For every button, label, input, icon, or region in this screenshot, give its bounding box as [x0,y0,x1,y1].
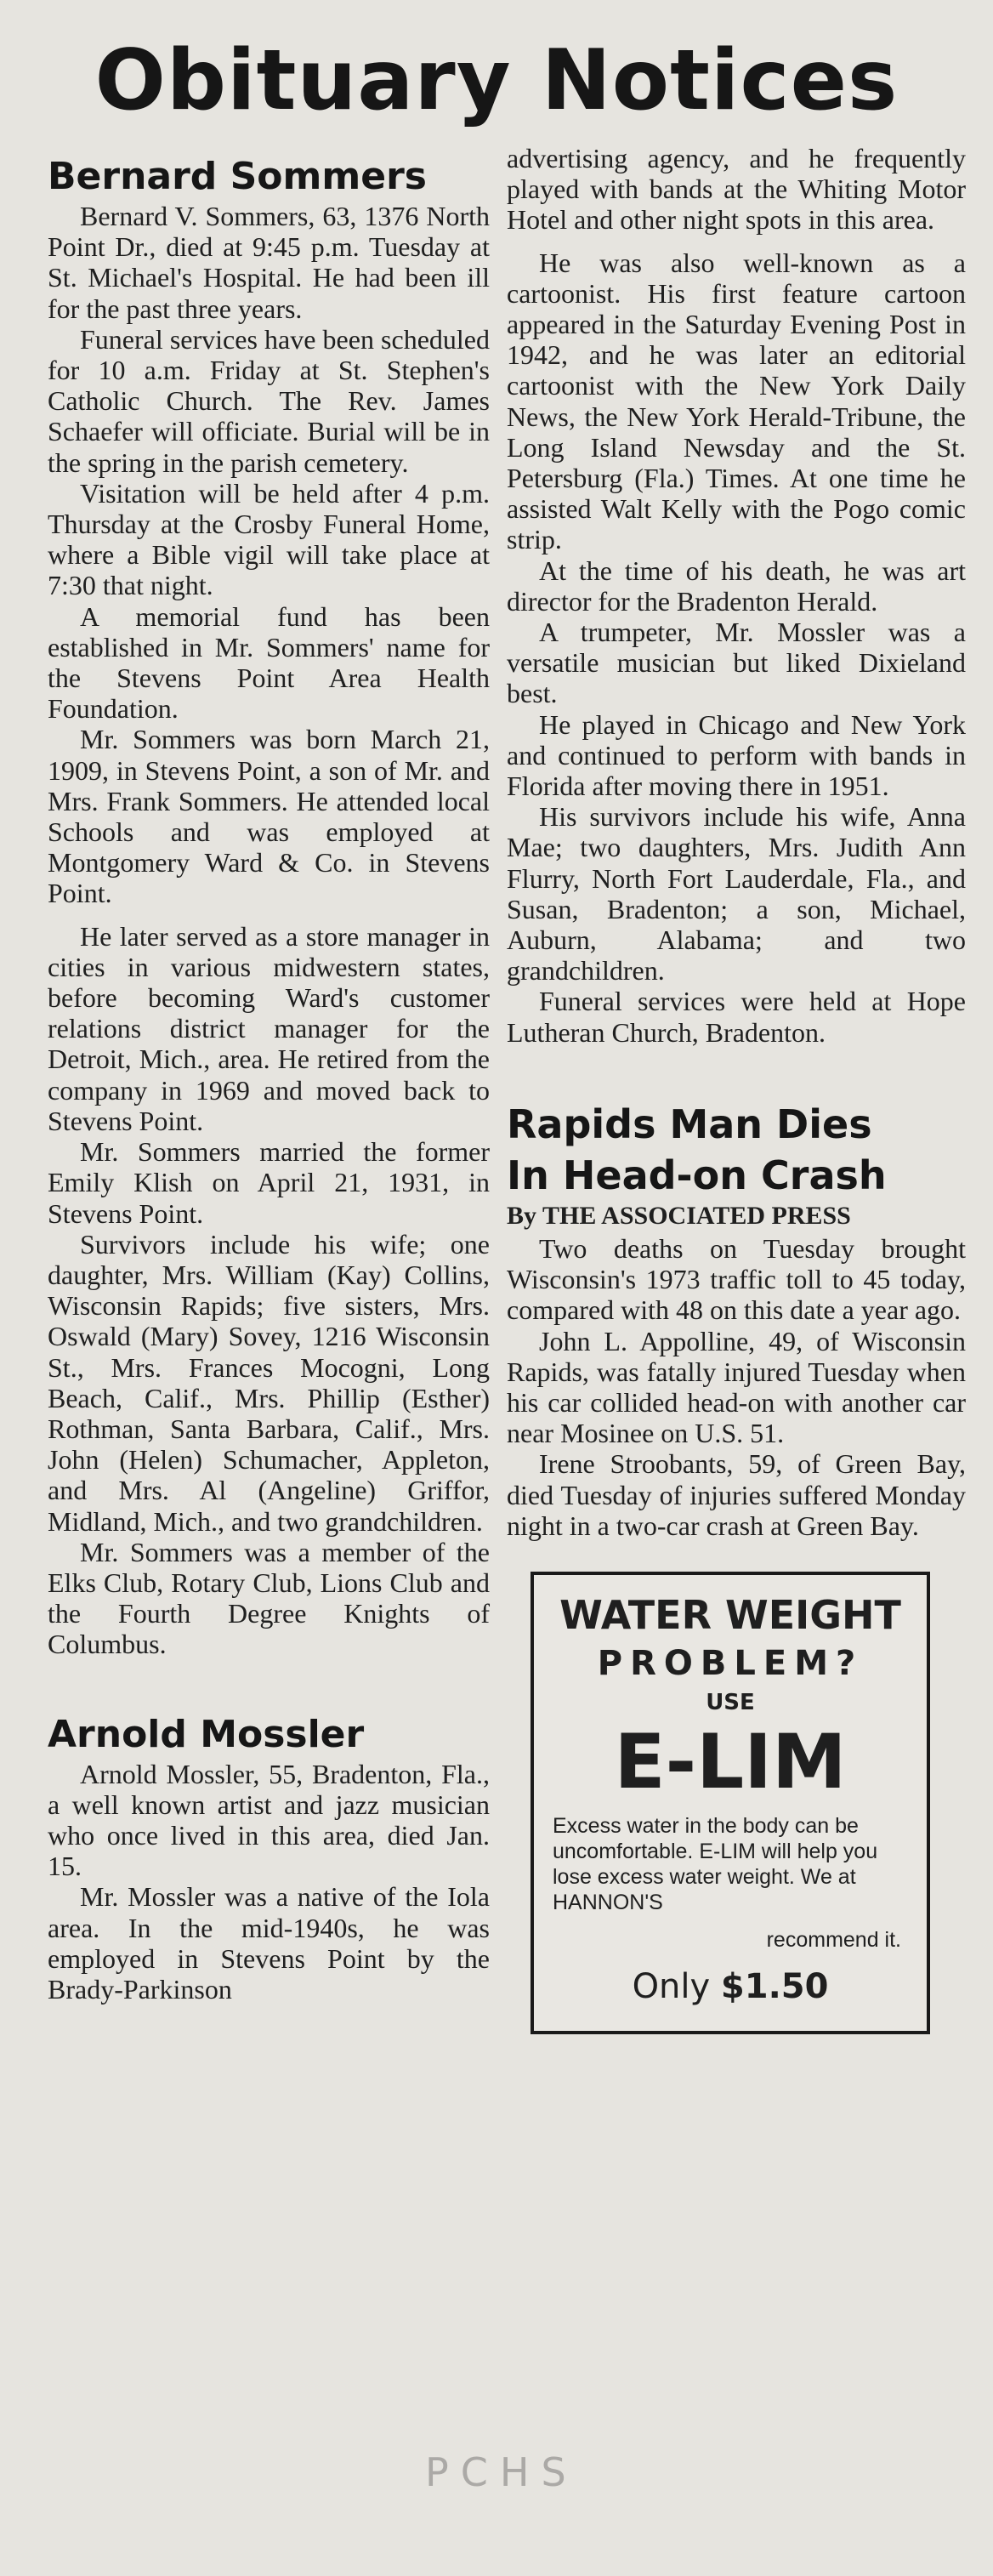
mossler-paragraph: He played in Chicago and New York and continued to perform with bands in Florida after moving there in 1951. [507,708,966,802]
ad-product-name: E-LIM [614,1717,847,1805]
obituary-mossler-start [48,1711,490,2005]
page-title: Obituary Notices [94,32,899,129]
ad-price-prefix: Only [632,1966,711,2006]
sommers-paragraph: Visitation will be held after 4 p.m. Thursday at the Crosby Funeral Home, where a Bible vigil will take place at 7:30 that night. [48,477,490,601]
spacer [48,909,490,921]
mossler-paragraph: advertising agency, and he frequently played with bands at the Whiting Motor Hotel and other night spots in this area. [507,143,966,236]
ad-subheadline: PROBLEM? [597,1643,864,1683]
obituary-sommers [48,153,490,1660]
rapids-headline-line1: Rapids Man Dies [507,1100,872,1147]
story-rapids-crash [507,1099,966,1541]
obituary-mossler-continued [507,143,966,1048]
ad-headline: WATER WEIGHT [559,1591,901,1638]
sommers-paragraph: Mr. Sommers was born March 21, 1909, in Stevens Point, a son of Mr. and Mrs. Frank Sommers. He attended local Schools and was employed at Montgomery Ward & Co. in Stevens Point. [48,724,490,909]
ad-use-label: USE [706,1689,755,1715]
sommers-paragraph: He later served as a store manager in cities in various midwestern states, before becoming Ward's customer relations district manager for the Detroit, Mich., area. He retired from the company in 1969 and moved back to Stevens Point. [48,920,490,1136]
ad-price-line [553,1965,908,2009]
spacer [507,1048,966,1099]
ad-price: $1.50 [720,1966,829,2006]
rapids-paragraph: Two deaths on Tuesday brought Wisconsin's 1973 traffic toll to 45 today, compared with 48 on this date a year ago. [507,1232,966,1326]
rapids-byline: By THE ASSOCIATED PRESS [507,1201,851,1230]
mossler-paragraph: A trumpeter, Mr. Mossler was a versatile musician but liked Dixieland best. [507,617,966,709]
rapids-paragraph: John L. Appolline, 49, of Wisconsin Rapids, was fatally injured Tuesday when his car collided head-on with another car near Mosinee on U.S. 51. [507,1325,966,1449]
sommers-paragraph: A memorial fund has been established in Mr. Sommers' name for the Stevens Point Area Health Foundation. [48,600,490,725]
sommers-headline: Bernard Sommers [48,155,427,198]
pchs-watermark: PCHS [425,2449,578,2495]
rapids-paragraph: Irene Stroobants, 59, of Green Bay, died Tuesday of injuries suffered Monday night in a two-car crash at Green Bay. [507,1448,966,1541]
ad-signoff: recommend it. [766,1927,901,1952]
mossler-paragraph: Arnold Mossler, 55, Bradenton, Fla., a well known artist and jazz musician who once lived in this area, died Jan. 15. [48,1758,490,1882]
spacer [48,1660,490,1711]
mossler-paragraph: Mr. Mossler was a native of the Iola area. In the mid-1940s, he was employed in Stevens Point by the Brady-Parkinson [48,1881,490,2005]
sommers-paragraph: Survivors include his wife; one daughter, Mrs. William (Kay) Collins, Wisconsin Rapids; five sisters, Mrs. Oswald (Mary) Sovey, 1216 Wisconsin St., Mrs. Frances Mocogni, Long Beach, Calif., Mrs. Phillip (Esther) Rothman, Santa Barbara, Calif., Mrs. John (Helen) Schumacher, Appleton, and Mrs. Al (Angeline) Griffor, Midland, Mich., and two grandchildren. [48,1228,490,1537]
sommers-paragraph: Funeral services have been scheduled for 10 a.m. Friday at St. Stephen's Catholic Church. The Rev. James Schaefer will officiate. Burial will be in the spring in the parish cemetery. [48,323,490,478]
elim-advertisement [531,1572,930,2034]
sommers-paragraph: Bernard V. Sommers, 63, 1376 North Point Dr., died at 9:45 p.m. Tuesday at St. Michael's Hospital. He had been ill for the past three years. [48,201,490,324]
right-column [507,143,966,2034]
spacer [507,236,966,247]
rapids-headline-line2: In Head-on Crash [507,1152,887,1198]
ad-body-text: Excess water in the body can be uncomfortable. E-LIM will help you lose excess water weight. We at HANNON'S [553,1813,878,1914]
mossler-paragraph: At the time of his death, he was art director for the Bradenton Herald. [507,554,966,617]
mossler-paragraph: He was also well-known as a cartoonist. His first feature cartoon appeared in the Saturday Evening Post in 1942, and he was later an editorial cartoonist with the New York Daily News, the New York Herald-Tribune, the Long Island Newsday and the St. Petersburg (Fla.) Times. At one time he assisted Walt Kelly with the Pogo comic strip. [507,247,966,555]
mossler-headline: Arnold Mossler [48,1712,365,1756]
sommers-paragraph: Mr. Sommers married the former Emily Klish on April 21, 1931, in Stevens Point. [48,1136,490,1229]
mossler-paragraph: His survivors include his wife, Anna Mae; two daughters, Mrs. Judith Ann Flurry, North Fort Lauderdale, Fla., and Susan, Bradenton; a son, Michael, Auburn, Alabama; and two grandchildren. [507,801,966,987]
sommers-paragraph: Mr. Sommers was a member of the Elks Club, Rotary Club, Lions Club and the Fourth Degree Knights of Columbus. [48,1536,490,1660]
left-column [48,153,490,2005]
mossler-paragraph: Funeral services were held at Hope Lutheran Church, Bradenton. [507,986,966,1048]
